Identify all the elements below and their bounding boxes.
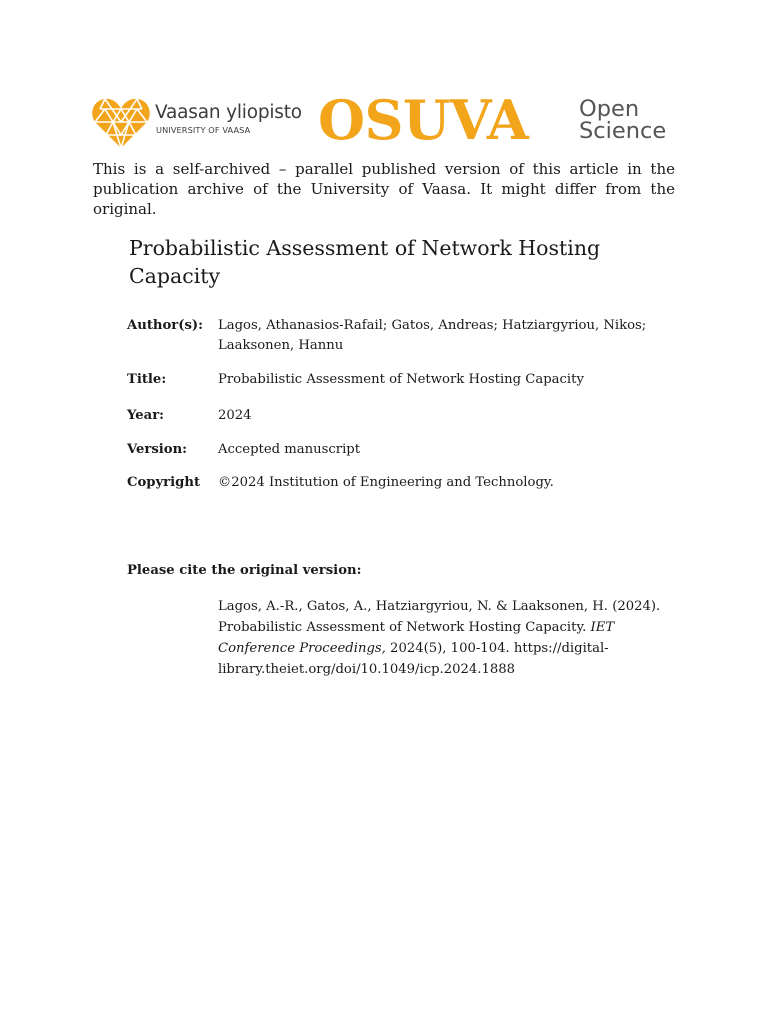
meta-label: Version: <box>127 442 188 457</box>
meta-label: Copyright <box>127 475 201 490</box>
vaasa-heart-logo-icon <box>92 96 150 150</box>
meta-value: Accepted manuscript <box>218 442 361 457</box>
meta-label: Author(s): <box>127 318 204 333</box>
university-name: Vaasan yliopisto <box>155 102 302 123</box>
page-header <box>92 88 676 152</box>
open-science-line-1: Open <box>579 96 640 122</box>
meta-value: ©2024 Institution of Engineering and Technology. <box>218 475 554 490</box>
meta-label: Title: <box>127 372 167 387</box>
meta-label: Year: <box>127 408 165 423</box>
self-archive-notice: This is a self-archived – parallel published version of this article in the publication archive of the University of Vaasa. It might differ from the original. <box>93 160 675 218</box>
document-title: Probabilistic Assessment of Network Hosting Capacity <box>129 236 601 288</box>
open-science-label <box>579 98 666 142</box>
meta-value: Lagos, Athanasios-Rafail; Gatos, Andreas; Hatziargyriou, Nikos; Laaksonen, Hannu <box>218 318 647 353</box>
citation-authors-title: Lagos, A.-R., Gatos, A., Hatziargyriou, N. & Laaksonen, H. (2024). Probabilistic Assessment of Network Hosting Capacity. <box>218 599 661 635</box>
university-subtitle: UNIVERSITY OF VAASA <box>156 125 251 135</box>
cite-label: Please cite the original version: <box>127 563 362 578</box>
open-science-line-2: Science <box>579 118 667 144</box>
meta-value: Probabilistic Assessment of Network Hosting Capacity <box>218 372 584 387</box>
citation <box>218 596 678 680</box>
citation-details: 2024(5), 100-104. https://digital-library.theiet.org/doi/10.1049/icp.2024.1888 <box>218 641 609 677</box>
citation-journal: IET Conference Proceedings, <box>218 620 615 656</box>
meta-value: 2024 <box>218 408 252 423</box>
osuva-logo: OSUVA <box>318 88 529 152</box>
